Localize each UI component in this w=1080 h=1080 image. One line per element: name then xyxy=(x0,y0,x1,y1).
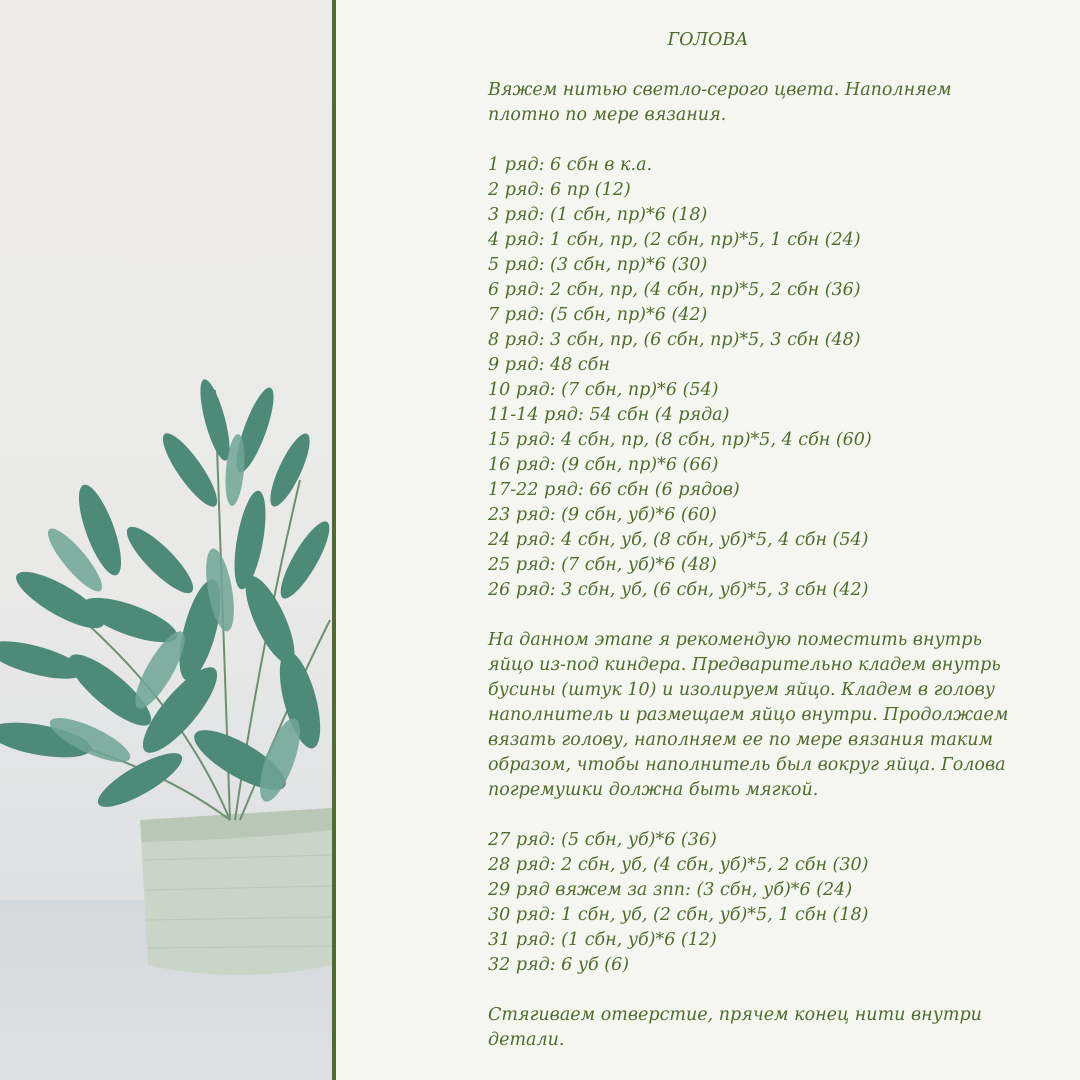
pattern-row: 30 ряд: 1 сбн, уб, (2 сбн, уб)*5, 1 сбн (18) xyxy=(488,905,869,925)
pattern-row: 4 ряд: 1 сбн, пр, (2 сбн, пр)*5, 1 сбн (24) xyxy=(488,230,861,250)
section-heading: ГОЛОВА xyxy=(667,30,749,50)
pattern-row: 7 ряд: (5 сбн, пр)*6 (42) xyxy=(488,305,708,325)
pattern-row: 27 ряд: (5 сбн, уб)*6 (36) xyxy=(488,830,717,850)
intro-paragraph xyxy=(488,78,1048,128)
plant-photo xyxy=(0,0,332,1080)
text-line: погремушки должна быть мягкой. xyxy=(488,780,819,800)
pattern-row: 25 ряд: (7 сбн, уб)*6 (48) xyxy=(488,555,717,575)
pattern-row: 24 ряд: 4 сбн, уб, (8 сбн, уб)*5, 4 сбн (54) xyxy=(488,530,869,550)
text-line: плотно по мере вязания. xyxy=(488,105,727,125)
pattern-row: 11-14 ряд: 54 сбн (4 ряда) xyxy=(488,405,730,425)
pattern-row: 31 ряд: (1 сбн, уб)*6 (12) xyxy=(488,930,717,950)
text-line: наполнитель и размещаем яйцо внутри. Продолжаем xyxy=(488,705,1009,725)
pattern-row: 32 ряд: 6 уб (6) xyxy=(488,955,630,975)
text-line: яйцо из-под киндера. Предварительно кладем внутрь xyxy=(488,655,1001,675)
text-line: вязать голову, наполняем ее по мере вязания таким xyxy=(488,730,993,750)
pattern-row: 3 ряд: (1 сбн, пр)*6 (18) xyxy=(488,205,708,225)
pattern-row: 1 ряд: 6 сбн в к.а. xyxy=(488,155,653,175)
pattern-row: 23 ряд: (9 сбн, уб)*6 (60) xyxy=(488,505,717,525)
pattern-row: 8 ряд: 3 сбн, пр, (6 сбн, пр)*5, 3 сбн (48) xyxy=(488,330,861,350)
text-line: Вяжем нитью светло-серого цвета. Наполняем xyxy=(488,80,952,100)
vertical-divider xyxy=(332,0,336,1080)
pattern-row: 10 ряд: (7 сбн, пр)*6 (54) xyxy=(488,380,719,400)
text-line: бусины (штук 10) и изолируем яйцо. Кладем в голову xyxy=(488,680,995,700)
pattern-row: 26 ряд: 3 сбн, уб, (6 сбн, уб)*5, 3 сбн (42) xyxy=(488,580,869,600)
text-line: На данном этапе я рекомендую поместить внутрь xyxy=(488,630,982,650)
text-line: Стягиваем отверстие, прячем конец нити внутри xyxy=(488,1005,982,1025)
text-line: детали. xyxy=(488,1030,565,1050)
eucalyptus-plant-illustration xyxy=(0,0,332,1080)
pattern-text xyxy=(488,28,1048,1053)
pattern-row: 17-22 ряд: 66 сбн (6 рядов) xyxy=(488,480,740,500)
pattern-row: 15 ряд: 4 сбн, пр, (8 сбн, пр)*5, 4 сбн (60) xyxy=(488,430,872,450)
outro-paragraph xyxy=(488,1003,1048,1053)
text-line: образом, чтобы наполнитель был вокруг яйца. Голова xyxy=(488,755,1006,775)
pattern-row: 28 ряд: 2 сбн, уб, (4 сбн, уб)*5, 2 сбн (30) xyxy=(488,855,869,875)
pattern-row: 9 ряд: 48 сбн xyxy=(488,355,610,375)
pattern-row: 5 ряд: (3 сбн, пр)*6 (30) xyxy=(488,255,708,275)
pattern-row: 16 ряд: (9 сбн, пр)*6 (66) xyxy=(488,455,719,475)
pattern-row: 6 ряд: 2 сбн, пр, (4 сбн, пр)*5, 2 сбн (36) xyxy=(488,280,861,300)
rows-list-part2 xyxy=(488,828,1048,978)
pattern-row: 29 ряд вяжем за зпп: (3 сбн, уб)*6 (24) xyxy=(488,880,853,900)
note-paragraph xyxy=(488,628,1048,803)
pattern-row: 2 ряд: 6 пр (12) xyxy=(488,180,631,200)
rows-list-part1 xyxy=(488,153,1048,603)
